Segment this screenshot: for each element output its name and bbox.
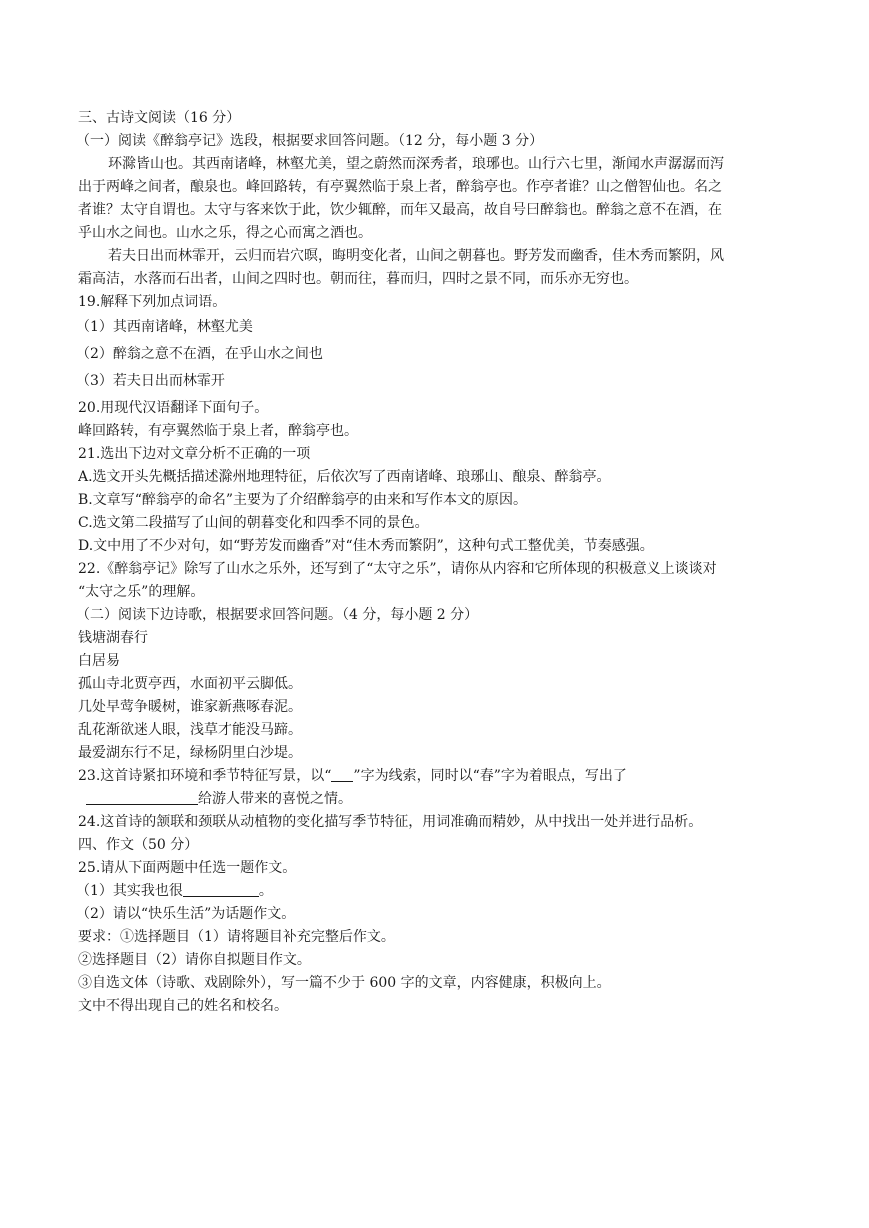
essay-requirement: ②选择题目（2）请你自拟题目作文。: [78, 952, 311, 968]
question-21-option-a: A.选文开头先概括描述滁州地理特征，后依次写了西南诸峰、琅琊山、酿泉、醉翁亭。: [78, 469, 611, 485]
section-4-title: 四、作文（50 分）: [78, 837, 199, 853]
passage-line: 出于两峰之间者，酿泉也。峰回路转，有亭翼然临于泉上者，醉翁亭也。作亭者谁？山之僧智仙也。名之: [78, 179, 722, 195]
question-23-line-1: 23.这首诗紧扣环境和季节特征写景，以“ ”字为线索，同时以“春”字为着眼点，写出了: [78, 768, 627, 784]
answer-blank: [183, 882, 259, 897]
question-20-sentence: 峰回路转，有亭翼然临于泉上者，醉翁亭也。: [78, 423, 358, 439]
question-23-line-2: 给游人带来的喜悦之情。: [86, 788, 800, 810]
passage-line: 乎山水之间也。山水之乐，得之心而寓之酒也。: [78, 225, 372, 241]
essay-topic-1: （1）其实我也很 。: [76, 883, 273, 899]
passage-line: 环滁皆山也。其西南诸峰，林壑尤美，望之蔚然而深秀者，琅琊也。山行六七里，渐闻水声潺潺而泻: [108, 156, 724, 172]
question-24: 24.这首诗的颔联和颈联从动植物的变化描写季节特征，用词准确而精妙，从中找出一处并进行品析。: [78, 814, 703, 830]
question-19-item-3: （3）若夫日出而林霏开: [76, 370, 790, 392]
essay-requirement: 文中不得出现自己的姓名和校名。: [78, 998, 288, 1014]
question-22-line: “太守之乐”的理解。: [78, 584, 205, 600]
answer-blank: [86, 790, 198, 805]
question-19-stem: 19.解释下列加点词语。: [78, 294, 227, 310]
passage-line: 若夫日出而林霏开，云归而岩穴暝，晦明变化者，山间之朝暮也。野芳发而幽香，佳木秀而繁阴，风: [108, 248, 724, 264]
section-3-title: 三、古诗文阅读（16 分）: [78, 110, 241, 126]
answer-blank: [331, 767, 353, 782]
question-19-item-2: （2）醉翁之意 不在酒，在乎山水之间也: [76, 343, 790, 365]
poem-line: 最爱湖东行不足，绿杨阴里白沙堤。: [78, 745, 302, 761]
question-20-stem: 20.用现代汉语翻译下面句子。: [78, 400, 269, 416]
poem-title: 钱塘湖春行: [78, 630, 148, 646]
question-21-option-b: B.文章写“醉翁亭的命名”主要为了介绍醉翁亭的由来和写作本文的原因。: [78, 492, 528, 508]
emphasis-dotted-word: 西: [127, 316, 141, 338]
essay-requirement: 要求：①选择题目（1）请将题目补充完整后作文。: [78, 929, 395, 945]
question-25-stem: 25.请从下面两题中任选一题作文。: [78, 860, 297, 876]
essay-topic-2: （2）请以“快乐生活”为话题作文。: [76, 906, 296, 922]
poem-line: 孤山寺北贾亭西，水面初平云脚低。: [78, 676, 302, 692]
passage-line: 霜高洁，水落而石出者，山间之四时也。朝而往，暮而归，四时之景不同，而乐亦无穷也。: [78, 271, 638, 287]
part-2-header: （二）阅读下边诗歌，根据要求回答问题。（4 分，每小题 2 分）: [76, 607, 479, 623]
question-21-option-d: D.文中用了不少对句，如“野芳发而幽香”对“佳木秀而繁阴”，这种句式工整优美，节奏感强。: [78, 538, 654, 554]
emphasis-dotted-word: 意: [155, 343, 169, 365]
part-1-header: （一）阅读《醉翁亭记》选段，根据要求回答问题。（12 分，每小题 3 分）: [76, 133, 544, 149]
poem-line: 几处早莺争暖树，谁家新燕啄春泥。: [78, 699, 302, 715]
passage-line: 者谁？太守自谓也。太守与客来饮于此，饮少辄醉，而年又最高，故自号曰醉翁也。醉翁之意不在酒，在: [78, 202, 722, 218]
question-21-stem: 21.选出下边对文章分析不正确的一项: [78, 446, 311, 462]
poem-author: 白居易: [78, 653, 120, 669]
question-21-option-c: C.选文第二段描写了山间的朝暮变化和四季不同的景色。: [78, 515, 429, 531]
poem-line: 乱花渐欲迷人眼，浅草才能没马蹄。: [78, 722, 302, 738]
emphasis-dotted-word: 开: [211, 370, 225, 392]
essay-requirement: ③自选文体（诗歌、戏剧除外），写一篇不少于 600 字的文章，内容健康，积极向上。: [78, 975, 611, 991]
question-19-item-1: （1）其西 南诸峰，林壑尤美: [76, 316, 790, 338]
question-22-line: 22.《醉翁亭记》除写了山水之乐外，还写到了“太守之乐”，请你从内容和它所体现的积极意义上谈谈对: [78, 561, 717, 577]
